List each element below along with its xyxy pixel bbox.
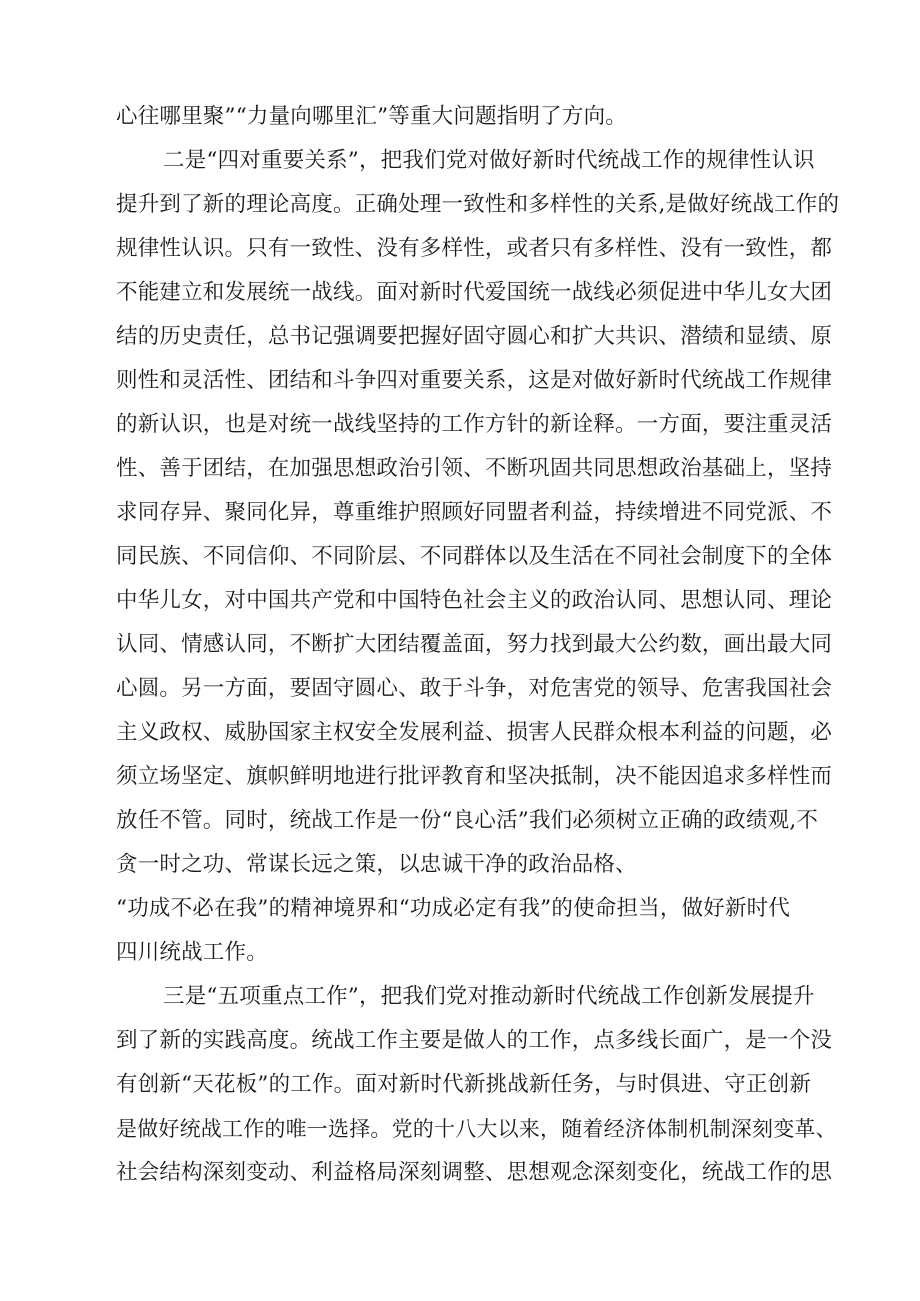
paragraph-line: 性、善于团结，在加强思想政治引领、不断巩固共同思想政治基础上，坚持 [116, 456, 833, 481]
paragraph-line: 心往哪里聚”“力量向哪里汇”等重大问题指明了方向。 [116, 104, 627, 129]
paragraph-line: 到了新的实践高度。统战工作主要是做人的工作，点多线长面广，是一个没 [116, 1028, 833, 1053]
paragraph-line: 心圆。另一方面，要固守圆心、敢于斗争，对危害党的领导、危害我国社会 [116, 676, 833, 701]
paragraph-line: 同民族、不同信仰、不同阶层、不同群体以及生活在不同社会制度下的全体 [116, 544, 833, 569]
paragraph-line: 是做好统战工作的唯一选择。党的十八大以来，随着经济体制机制深刻变革、 [116, 1117, 837, 1141]
paragraph-line: 须立场坚定、旗帜鲜明地进行批评教育和坚决抵制，决不能因追求多样性而 [116, 764, 833, 789]
paragraph-line: 规律性认识。只有一致性、没有多样性，或者只有多样性、没有一致性，都 [116, 236, 833, 261]
paragraph-line: 认同、情感认同，不断扩大团结覆盖面，努力找到最大公约数，画出最大同 [116, 632, 833, 657]
paragraph-line: 放任不管。同时，统战工作是一份“良心活”我们必须树立正确的政绩观,不 [116, 808, 819, 833]
paragraph-line: 的新认识，也是对统一战线坚持的工作方针的新诠释。一方面，要注重灵活 [116, 412, 833, 437]
paragraph-line: 求同存异、聚同化异，尊重维护照顾好同盟者利益，持续增进不同党派、不 [116, 500, 833, 525]
paragraph-line: 不能建立和发展统一战线。面对新时代爱国统一战线必须促进中华儿女大团 [116, 280, 833, 305]
paragraph-line: 有创新“天花板”的工作。面对新时代新挑战新任务，与时俱进、守正创新 [116, 1072, 812, 1097]
paragraph-line: 四川统战工作。 [116, 940, 268, 965]
paragraph-line: 三是“五项重点工作”，把我们党对推动新时代统战工作创新发展提升 [163, 984, 815, 1009]
paragraph-line: 提升到了新的理论高度。正确处理一致性和多样性的关系,是做好统战工作的 [116, 192, 840, 217]
paragraph-line: 社会结构深刻变动、利益格局深刻调整、思想观念深刻变化，统战工作的思 [116, 1160, 833, 1185]
paragraph-line: 结的历史责任，总书记强调要把握好固守圆心和扩大共识、潜绩和显绩、原 [116, 324, 833, 349]
paragraph-line: 主义政权、威胁国家主权安全发展利益、损害人民群众根本利益的问题，必 [116, 720, 833, 745]
paragraph-line: 则性和灵活性、团结和斗争四对重要关系，这是对做好新时代统战工作规律 [116, 368, 833, 393]
paragraph-line: 中华儿女，对中国共产党和中国特色社会主义的政治认同、思想认同、理论 [116, 588, 833, 613]
paragraph-line: 二是“四对重要关系”，把我们党对做好新时代统战工作的规律性认识 [163, 148, 815, 173]
paragraph-line: “功成不必在我”的精神境界和“功成必定有我”的使命担当，做好新时代 [116, 896, 791, 921]
paragraph-line: 贪一时之功、常谋长远之策，以忠诚干净的政治品格、 [116, 852, 637, 877]
